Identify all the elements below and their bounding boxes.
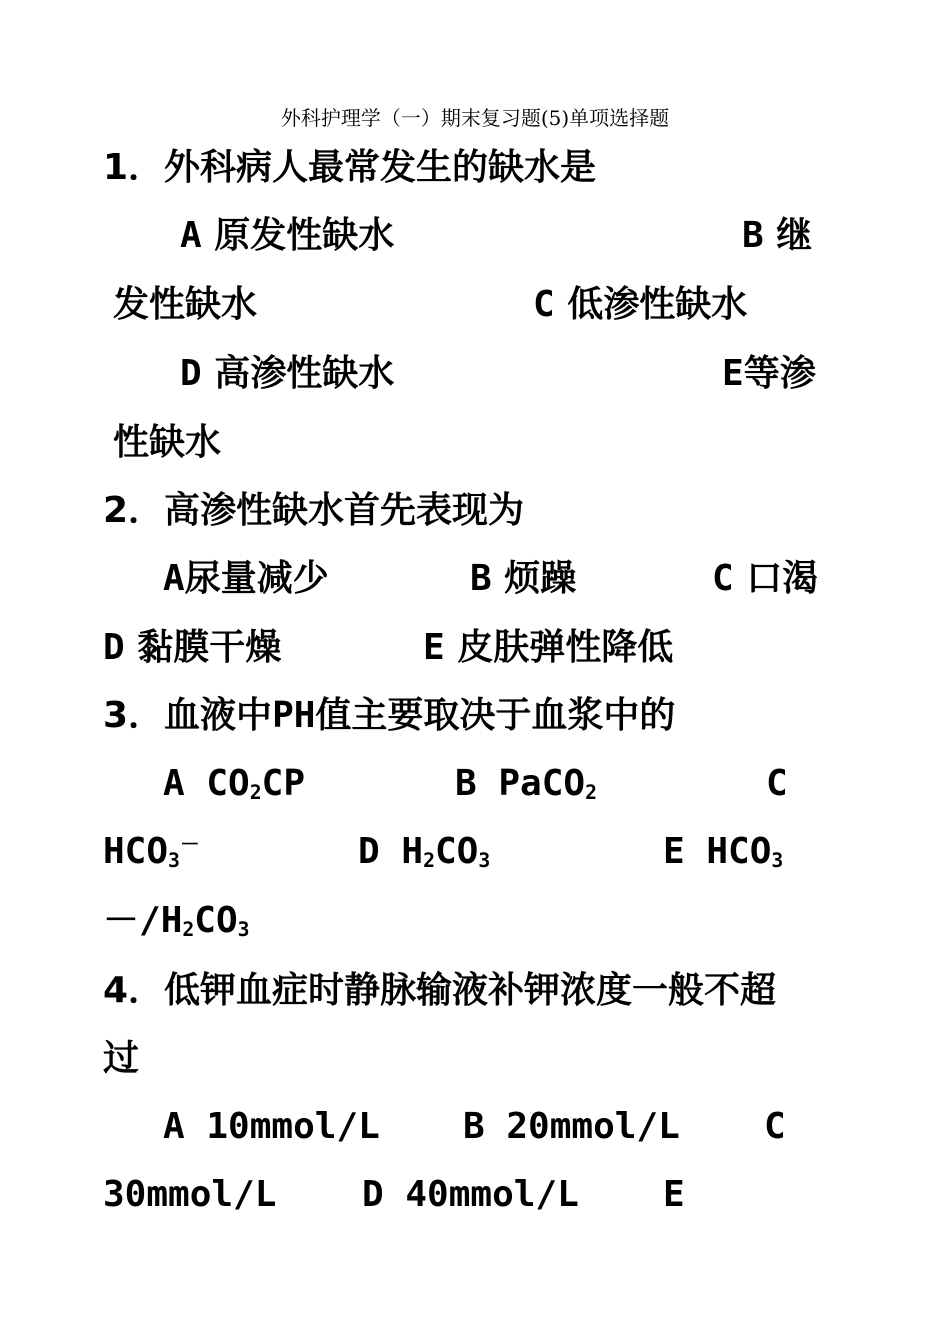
q3-option-d-formula [401, 831, 490, 872]
question-1-stem: 1．外科病人最常发生的缺水是 [103, 147, 597, 188]
q2-option-a-text: 尿量减少 [184, 558, 329, 599]
q3-e-h: H [160, 900, 183, 941]
q3-b-sub-2: 2 [585, 780, 598, 804]
q3-option-d-letter: D [358, 831, 380, 872]
q3-e-sub-3: 3 [771, 848, 784, 872]
q2-option-c-text: 口渴 [746, 558, 819, 599]
q2-option-b-text: 烦躁 [504, 558, 577, 599]
q3-stem-start: 3．血液中 [103, 695, 273, 736]
q2-option-d-letter: D [103, 627, 125, 668]
q3-option-e-letter: E [663, 831, 685, 872]
q1-option-d-letter: D [180, 353, 202, 394]
q3-option-c-formula [103, 830, 200, 874]
q3-a-co: CO [206, 763, 250, 804]
q3-e-sub-2: 2 [182, 917, 195, 941]
question-4-stem-continued: 过 [103, 1038, 140, 1079]
q1-option-b-text: 继 [776, 215, 813, 256]
q3-option-b-letter: B [455, 763, 477, 804]
q1-option-a-letter: A [180, 215, 202, 256]
q3-option-e-formula [706, 831, 783, 872]
q4-option-c-text: 30mmol/L [103, 1174, 277, 1215]
q2-option-d [103, 626, 281, 670]
q3-option-e [663, 830, 783, 874]
q2-option-d-text: 黏膜干燥 [137, 627, 282, 668]
q4-option-b-text: 20mmol/L [506, 1106, 680, 1147]
q3-option-a [163, 762, 305, 806]
q4-option-a [163, 1105, 380, 1149]
q2-option-a-letter: A [163, 558, 185, 599]
q1-option-e-letter: E [722, 353, 744, 394]
q4-option-d-text: 40mmol/L [405, 1174, 579, 1215]
q3-e-hco: HCO [706, 831, 772, 872]
q2-option-a [163, 557, 329, 601]
q3-option-a-formula [206, 763, 305, 804]
q1-option-a-text: 原发性缺水 [214, 215, 395, 256]
q1-option-e-continued: 性缺水 [113, 422, 222, 463]
q2-option-b-letter: B [470, 558, 492, 599]
q3-d-h: H [401, 831, 424, 872]
q3-e-sub-3: 3 [237, 917, 250, 941]
q4-option-d-letter: D [362, 1174, 384, 1215]
q1-option-d [180, 352, 394, 396]
q4-option-a-text: 10mmol/L [206, 1106, 380, 1147]
q4-option-c-letter: C [764, 1106, 786, 1147]
q2-option-e-letter: E [423, 627, 445, 668]
q3-stem-ph: PH [272, 695, 316, 736]
q3-d-co: CO [434, 831, 479, 872]
q3-e-minus-slash: －/ [103, 900, 161, 941]
q3-option-d [358, 830, 490, 874]
q1-option-e [722, 352, 816, 396]
question-2-stem: 2．高渗性缺水首先表现为 [103, 490, 525, 531]
question-4-stem: 4．低钾血症时静脉输液补钾浓度一般不超 [103, 970, 777, 1011]
q2-option-c [712, 557, 818, 601]
page-title: 外科护理学（一）期末复习题(5)单项选择题 [280, 106, 670, 130]
q4-option-d [362, 1173, 579, 1217]
q3-d-sub-2: 2 [423, 848, 435, 872]
q3-e-co: CO [194, 900, 238, 941]
q3-option-c-letter: C [766, 763, 788, 804]
q3-a-cp: CP [261, 763, 306, 804]
q3-b-co: CO [541, 763, 586, 804]
q3-c-hco: HCO [103, 831, 169, 872]
q1-option-d-text: 高渗性缺水 [214, 353, 395, 394]
question-3-stem [103, 694, 675, 738]
q3-option-e-continued [103, 899, 250, 943]
q3-option-b [455, 762, 597, 806]
q3-option-a-letter: A [163, 763, 185, 804]
q1-option-c [533, 283, 747, 327]
q3-c-sub-3: 3 [168, 848, 180, 872]
q2-option-b [470, 557, 576, 601]
q3-a-sub-2: 2 [249, 780, 262, 804]
q1-option-c-letter: C [533, 284, 555, 325]
q1-option-b-letter: B [742, 215, 764, 256]
q4-option-b-letter: B [463, 1106, 485, 1147]
q3-option-b-formula [498, 763, 597, 804]
q1-option-c-text: 低渗性缺水 [567, 284, 748, 325]
q4-option-a-letter: A [163, 1106, 185, 1147]
q1-option-b-continued: 发性缺水 [113, 284, 258, 325]
q2-option-e [423, 626, 673, 670]
q3-d-sub-3: 3 [478, 848, 491, 872]
q4-option-e-letter: E [663, 1174, 685, 1215]
q1-option-e-text: 等渗 [743, 353, 816, 394]
q3-b-pa: Pa [498, 763, 542, 804]
q2-option-c-letter: C [712, 558, 734, 599]
q1-option-b [742, 214, 812, 258]
q3-c-minus: － [179, 833, 200, 857]
q4-option-b [463, 1105, 680, 1149]
q3-stem-end: 值主要取决于血浆中的 [315, 695, 676, 736]
q1-option-a [180, 214, 394, 258]
q2-option-e-text: 皮肤弹性降低 [457, 627, 674, 668]
